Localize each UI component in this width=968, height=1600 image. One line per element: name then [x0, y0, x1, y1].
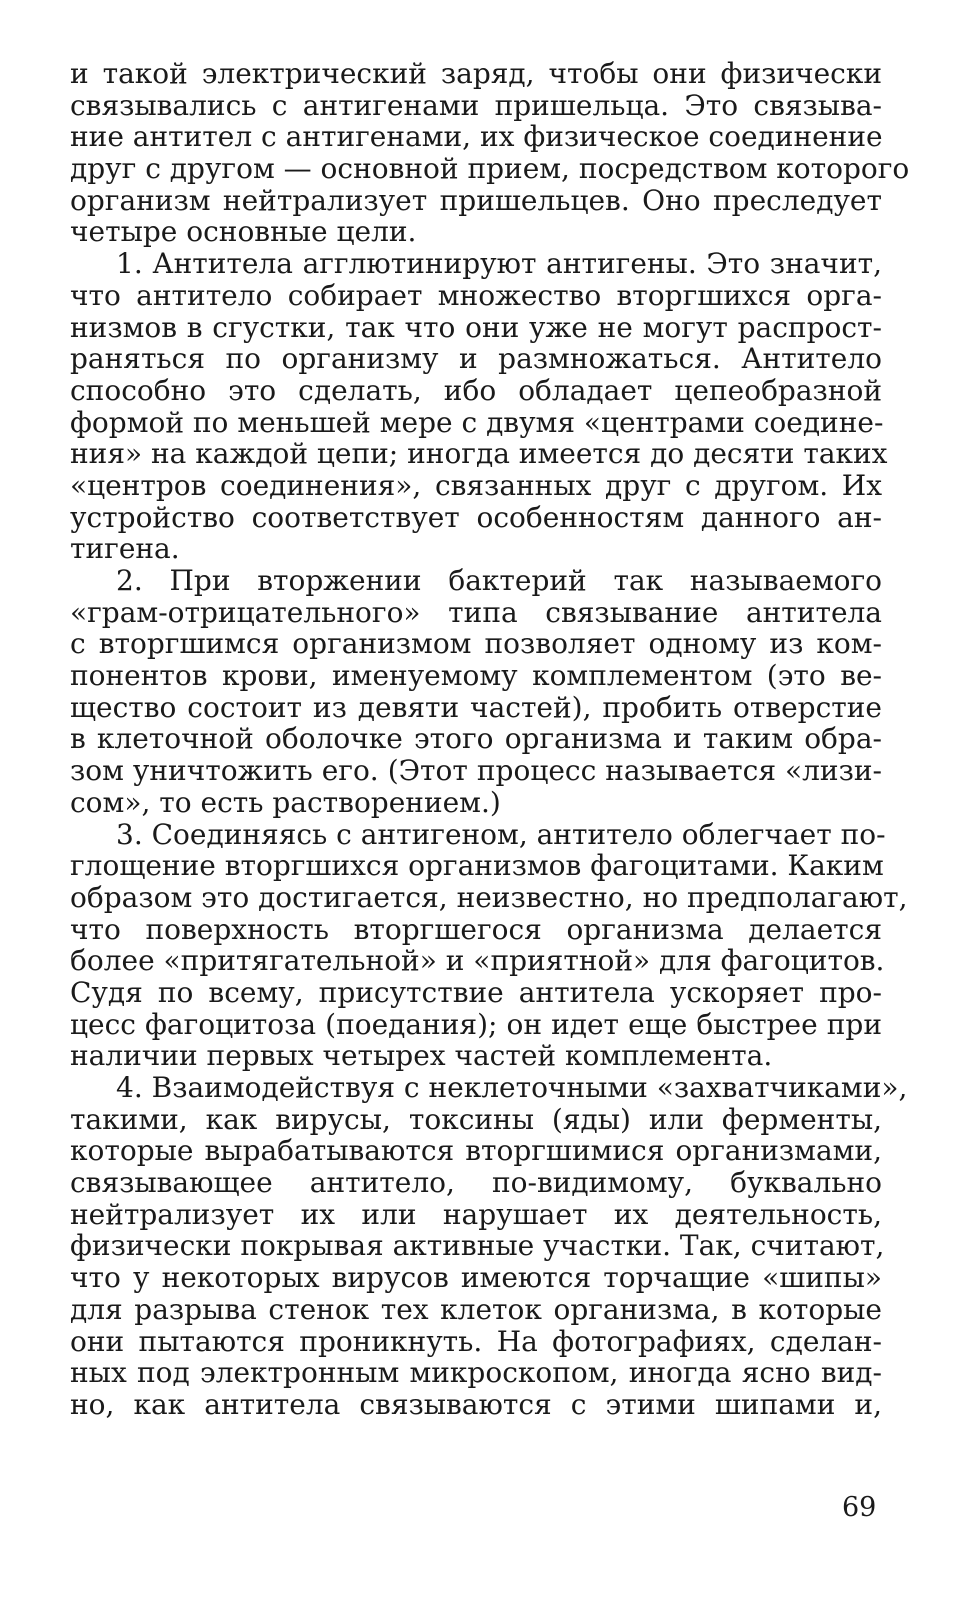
text-line: что поверхность вторгшегося организма делается: [70, 912, 882, 946]
text-line: что антитело собирает множество вторгшихся орга-: [70, 278, 882, 312]
text-line: но, как антитела связываются с этими шипами и,: [70, 1387, 882, 1421]
text-line: раняться по организму и размножаться. Антитело: [70, 342, 882, 376]
text-line: 3. Соединяясь с антигеном, антитело облегчает по-: [116, 817, 886, 851]
text-line: глощение вторгшихся организмов фагоцитами. Каким: [70, 849, 884, 883]
text-line: нейтрализует их или нарушает их деятельность,: [70, 1197, 882, 1231]
text-line: организм нейтрализует пришельцев. Оно преследует: [70, 183, 882, 217]
text-line: 2. При вторжении бактерий так называемого: [116, 564, 882, 597]
text-line: формой по меньшей мере с двумя «центрами соедине-: [70, 405, 884, 439]
text-line: ных под электронным микроскопом, иногда ясно вид-: [70, 1356, 882, 1390]
text-line: друг с другом — основной прием, посредством которого: [70, 152, 910, 186]
text-line: с вторгшимся организмом позволяет одному из ком-: [70, 627, 882, 661]
text-line: 1. Антитела агглютинируют антигены. Это значит,: [116, 247, 882, 281]
text-line: тигена.: [70, 532, 180, 566]
page-number: 69: [842, 1492, 877, 1523]
text-line: 4. Взаимодействуя с неклеточными «захватчиками»,: [116, 1071, 908, 1104]
page-body: [70, 57, 910, 1421]
paragraph-item-4: [70, 1071, 908, 1421]
text-line: «центров соединения», связанных друг с другом. Их: [70, 468, 882, 502]
text-line: физически покрывая активные участки. Так, считают,: [70, 1229, 885, 1263]
text-line: «грам-отрицательного» типа связывание антитела: [70, 595, 882, 629]
text-line: зом уничтожить его. (Этот процесс называется «лизи-: [70, 754, 882, 788]
text-line: щество состоит из девяти частей), пробить отверстие: [70, 690, 882, 724]
text-line: для разрыва стенок тех клеток организма, в которые: [70, 1292, 882, 1326]
paragraph-item-3: [70, 817, 908, 1073]
text-line: устройство соответствует особенностям данного ан-: [70, 500, 882, 534]
text-line: образом это достигается, неизвестно, но предполагают,: [70, 880, 908, 914]
text-line: низмов в сгустки, так что они уже не могут распрост-: [70, 310, 882, 344]
text-line: связывались с антигенами пришельца. Это связыва-: [70, 88, 882, 122]
text-line: и такой электрический заряд, чтобы они физически: [70, 57, 882, 90]
paragraph-item-2: [70, 565, 882, 819]
text-line: ние антител с антигенами, их физическое соединение: [70, 120, 883, 154]
paragraph-intro: [70, 57, 910, 249]
text-line: понентов крови, именуемому комплементом (это ве-: [70, 659, 882, 693]
text-line: такими, как вирусы, токсины (яды) или ферменты,: [70, 1102, 882, 1136]
paragraph-item-1: [70, 247, 888, 566]
text-line: четыре основные цели.: [70, 215, 417, 249]
text-line: связывающее антитело, по-видимому, буквально: [70, 1166, 882, 1200]
text-line: ния» на каждой цепи; иногда имеется до десяти таких: [70, 437, 888, 471]
text-line: наличии первых четырех частей комплемента.: [70, 1039, 773, 1073]
text-line: сом», то есть растворением.): [70, 785, 501, 819]
text-line: более «притягательной» и «приятной» для фагоцитов.: [70, 944, 885, 978]
text-line: что у некоторых вирусов имеются торчащие «шипы»: [70, 1261, 882, 1295]
text-line: они пытаются проникнуть. На фотографиях, сделан-: [70, 1324, 882, 1358]
text-line: которые вырабатываются вторгшимися организмами,: [70, 1134, 882, 1168]
text-line: способно это сделать, ибо обладает цепеобразной: [70, 373, 882, 407]
text-line: в клеточной оболочке этого организма и таким обра-: [70, 722, 882, 756]
text-line: Судя по всему, присутствие антитела ускоряет про-: [70, 975, 882, 1009]
text-line: цесс фагоцитоза (поедания); он идет еще быстрее при: [70, 1007, 882, 1041]
